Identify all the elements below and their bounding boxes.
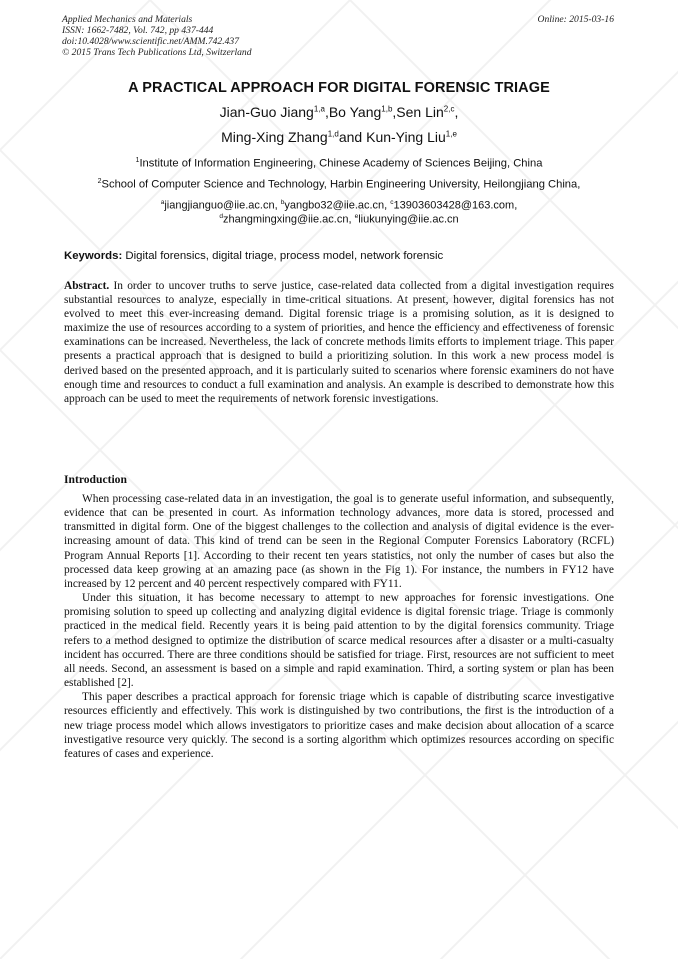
email-address[interactable]: jiangjianguo@iie.ac.cn, — [164, 199, 278, 212]
online-date: Online: 2015-03-16 — [537, 14, 614, 25]
paragraph: Under this situation, it has become necessary to attempt to new approaches for forensic investigations. One promising solution to speed up collecting and analyzing digital evidence is digital forensic triage. Triage is commonly practiced in the medical field. Recently years it is being paid attention to by the digital forensics community. Triage refers to a method designed to optimize the distribution of scarce medical resources after a disaster or a multi-casualty incident has occurred. There are three conditions should be satisfied for triage. First, resources are not sufficient to meet all needs. Second, an assessment is based on a simple and rapid examination. Third, a sorting system or plan has been established [2]. — [64, 592, 614, 690]
paragraph: When processing case-related data in an investigation, the goal is to generate useful information, and subsequently, evidence that can be presented in court. As information technology advances, more data is stored, processed and transmitted in digital form. One of the biggest challenges to the collection and analysis of digital evidence is the ever-increasing amount of data. This kind of trend can be seen in the Regional Computer Forensics Laboratory (RCFL) Program Annual Reports [1]. According to their recent ten years statistics, not only the number of cases but also the processed data keep growing at an amazing pace (as shown in the Fig 1). For instance, the numbers in FY12 have increased by 12 percent and 40 percent respectively compared with FY11. — [64, 493, 614, 590]
affiliation-text: Institute of Information Engineering, Chinese Academy of Sciences Beijing, China — [139, 157, 543, 170]
paper-title: A PRACTICAL APPROACH FOR DIGITAL FORENSIC TRIAGE — [128, 80, 550, 96]
author-affiliation-mark: 1,a — [313, 104, 325, 114]
author-name: Jian-Guo Jiang — [219, 104, 314, 120]
author-name: Kun-Ying Liu — [366, 129, 446, 145]
email-mark: d — [219, 213, 223, 220]
affiliation-1 — [0, 157, 678, 170]
affiliation-2 — [0, 178, 678, 191]
journal-name: Applied Mechanics and Materials — [62, 14, 193, 25]
email-mark: a — [160, 199, 165, 206]
author-name: Sen Lin — [396, 104, 444, 120]
keywords — [64, 250, 443, 262]
author-affiliation-mark: 1,e — [445, 129, 457, 139]
email-mark: c — [390, 199, 394, 206]
email-line-1 — [0, 199, 678, 212]
abstract-text: In order to uncover truths to serve justice, case-related data collected from a digital investigation requires substantial resources to analyze, especially in time-critical situations. At present, however, digital forensics has not evolved to meet this ever-increasing demand. Digital forensic triage is a promising solution, as it is designed to maximize the use of resources according to a system of priorities, and hence the efficiency and effectiveness of forensic examinations can be increased. Nevertheless, the lack of concrete methods limits efforts to implement triage. This paper presents a practical approach that is designed to build a prioritizing solution. In this work a new process model is derived based on the presented approach, and it is particularly suited to scenarios where forensic examiners do not have enough time and resources to conduct a full examination and analysis. An example is described to demonstrate how this approach can be used to meet the requirements of network forensic investigations. — [64, 280, 614, 405]
affiliation-mark: 2 — [97, 178, 102, 185]
email-address[interactable]: zhangmingxing@iie.ac.cn, — [222, 213, 352, 226]
email-mark: e — [354, 213, 359, 220]
affiliation-text: School of Computer Science and Technology, Harbin Engineering University, Heilongjiang China, — [101, 178, 581, 191]
paragraph: This paper describes a practical approach for forensic triage which is capable of distributing scarce investigative resources efficiently and effectively. This work is distinguished by two contributions, the first is the introduction of a new triage process model which allows investigators to prioritize cases and make decision about allocation of a scarce investigative resource very quickly. The second is a sorting algorithm which optimizes resources according on specific features of cases and experience. — [64, 691, 614, 760]
email-address[interactable]: liukunying@iie.ac.cn — [358, 213, 459, 226]
copyright-line: © 2015 Trans Tech Publications Ltd, Switzerland — [62, 47, 252, 58]
email-address[interactable]: 13903603428@163.com, — [393, 199, 518, 212]
author-name: Bo Yang — [328, 104, 382, 120]
section-heading-introduction: Introduction — [64, 473, 127, 486]
author-line-1: Jian-Guo Jiang$^{1,a}$,Bo Yang$^{1,b}$,Sen Lin$^{2,c}$, — [219, 104, 459, 120]
email-mark: b — [280, 199, 285, 206]
keywords-label: Keywords: — [64, 250, 123, 262]
author-affiliation-mark: 1,d — [327, 129, 339, 139]
journal-header — [62, 14, 252, 58]
author-affiliation-mark: 2,c — [443, 104, 455, 114]
abstract-label: Abstract. — [64, 280, 110, 292]
email-line-2 — [0, 213, 678, 226]
abstract — [64, 279, 614, 406]
introduction-body — [64, 492, 614, 761]
author-name: Ming-Xing Zhang — [221, 129, 328, 145]
author-line-2: Ming-Xing Zhang$^{1,d}$and Kun-Ying Liu$^{1,e}$ — [221, 129, 457, 145]
affiliation-mark: 1 — [135, 157, 140, 164]
doi-line: doi:10.4028/www.scientific.net/AMM.742.437 — [62, 36, 240, 47]
issn-line: ISSN: 1662-7482, Vol. 742, pp 437-444 — [62, 25, 214, 36]
email-address[interactable]: yangbo32@iie.ac.cn, — [284, 199, 388, 212]
author-affiliation-mark: 1,b — [381, 104, 393, 114]
keywords-text: Digital forensics, digital triage, process model, network forensic — [125, 250, 444, 262]
